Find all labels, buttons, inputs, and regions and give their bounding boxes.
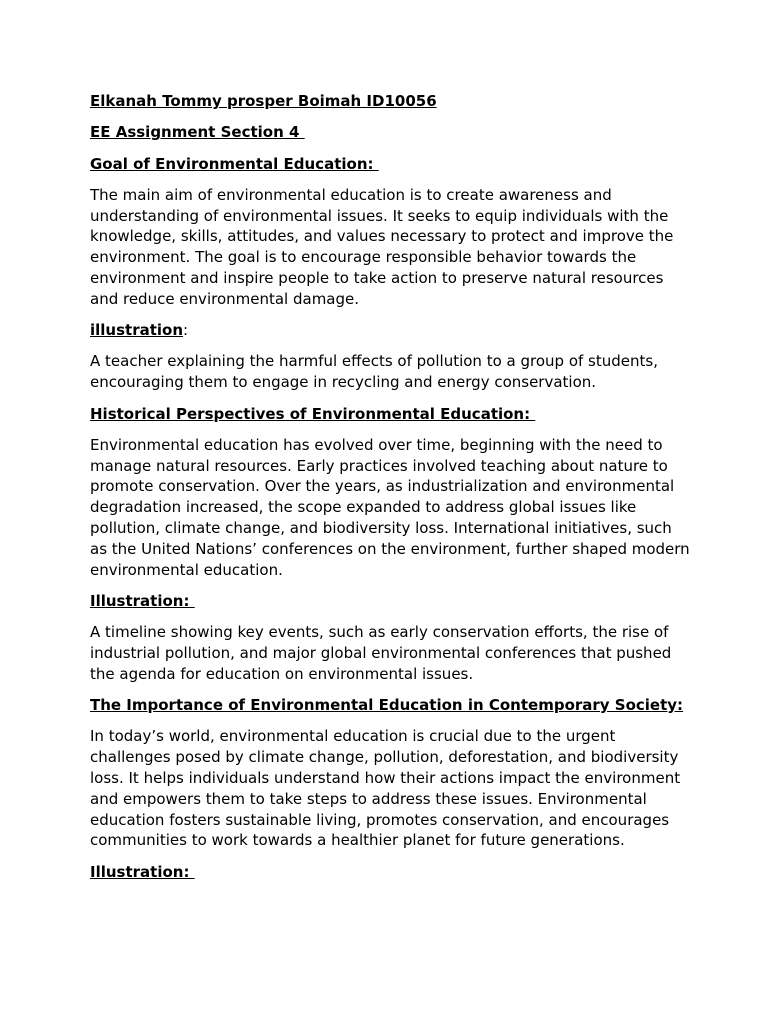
section-body-importance: In today’s world, environmental education is crucial due to the urgent challenges posed by climate change, pollution, deforestation, and biodiversity loss. It helps individuals understand how their actions impact the environment and empowers them to take steps to address these issues. Environmental education fosters sustainable living, promotes conservation, and encourages communities to work towards a healthier planet for future generations. — [90, 727, 681, 850]
section-body-historical: Environmental education has evolved over time, beginning with the need to manage natural resources. Early practices involved teaching about nature to promote conservation. Over the years, as industrialization and environmental degradation increased, the scope expanded to address global issues like pollution, climate change, and biodiversity loss. International initiatives, such as the United Nations’ conferences on the environment, further shaped modern environmental education. — [90, 435, 690, 579]
section-body-goal: The main aim of environmental education is to create awareness and understanding of environmental issues. It seeks to equip individuals with the knowledge, skills, attitudes, and values necessary to protect and improve the environment. The goal is to encourage responsible behavior towards the environment and inspire people to take action to preserve natural resources and reduce environmental damage. — [90, 185, 674, 308]
section-heading-illustration-3: Illustration: — [90, 862, 195, 881]
illustration-heading-colon: : — [183, 321, 189, 340]
section-body-illustration-2: A timeline showing key events, such as early conservation efforts, the rise of industrial pollution, and major global environmental conferences that pushed the agenda for education on environmental issues. — [90, 623, 672, 683]
section-heading-historical: Historical Perspectives of Environmental Education: — [90, 404, 536, 423]
document-body — [90, 91, 690, 883]
illustration-heading-text: illustration — [90, 321, 184, 340]
section-heading-importance: The Importance of Environmental Education in Contemporary Society: — [90, 696, 684, 715]
section-heading-goal: Goal of Environmental Education: — [90, 154, 379, 173]
section-heading-illustration-2: Illustration: — [90, 591, 195, 610]
section-heading-illustration-1 — [90, 320, 690, 341]
section-body-illustration-1: A teacher explaining the harmful effects of pollution to a group of students, encouraging them to engage in recycling and energy conservation. — [90, 352, 658, 392]
assignment-line: EE Assignment Section 4 — [90, 123, 305, 142]
author-line: Elkanah Tommy prosper Boimah ID10056 — [90, 92, 437, 110]
